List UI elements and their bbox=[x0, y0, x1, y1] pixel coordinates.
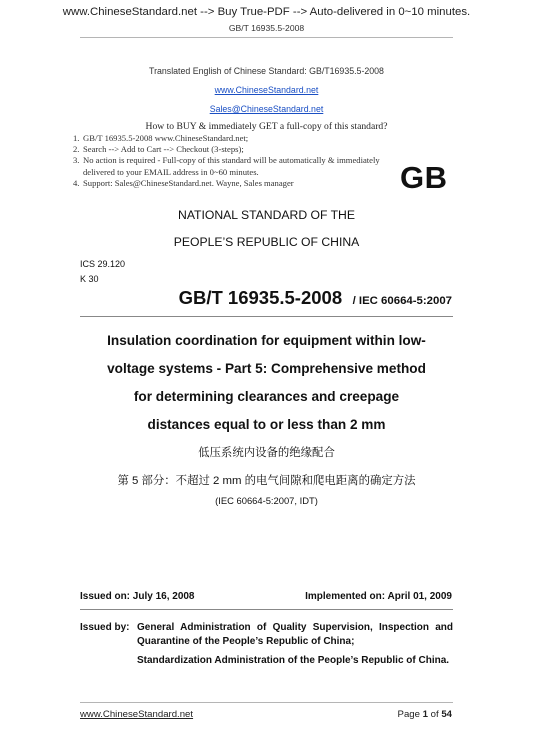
title-cn-2: 第 5 部分：不超过 2 mm 的电气间隙和爬电距离的确定方法 bbox=[117, 475, 416, 487]
issued-date: Issued on: July 16, 2008 bbox=[80, 591, 195, 602]
ics-code: ICS 29.120 bbox=[80, 259, 126, 269]
standard-number-row bbox=[179, 287, 452, 309]
header-doc-code: GB/T 16935.5-2008 bbox=[228, 23, 305, 33]
purchase-step bbox=[73, 144, 403, 155]
number-divider bbox=[80, 316, 453, 317]
step-number: 4. bbox=[73, 177, 80, 188]
header-banner: www.ChineseStandard.net --> Buy True-PDF --> Auto-delivered in 0~10 minutes. bbox=[62, 6, 471, 18]
implemented-date: Implemented on: April 01, 2009 bbox=[305, 591, 452, 602]
page-label: Page bbox=[397, 709, 420, 720]
idt-reference: (IEC 60664-5:2007, IDT) bbox=[215, 495, 318, 506]
title-en-line-3: for determining clearances and creepage bbox=[133, 389, 400, 404]
purchase-step bbox=[73, 178, 403, 189]
purchase-steps bbox=[73, 133, 403, 189]
page-number: 1 bbox=[422, 709, 428, 720]
issuing-org-1: General Administration of Quality Supervision, Inspection and Quarantine of the People’s Republic of China; bbox=[137, 622, 453, 647]
page-of: of bbox=[430, 709, 439, 720]
dates-divider bbox=[80, 609, 453, 610]
step-number: 1. bbox=[73, 133, 80, 143]
standard-number: GB/T 16935.5-2008 bbox=[178, 287, 343, 308]
step-text: No action is required - Full-copy of this standard will be automatically & immediately delivered to your EMAIL address in 0~60 minutes. bbox=[83, 155, 380, 177]
step-text: GB/T 16935.5-2008 www.ChineseStandard.net; bbox=[83, 133, 249, 143]
title-en-line-1: Insulation coordination for equipment within low- bbox=[107, 333, 426, 348]
iec-reference: / IEC 60664-5:2007 bbox=[352, 295, 452, 307]
email-link[interactable]: Sales@ChineseStandard.net bbox=[209, 104, 324, 114]
step-text: Support: Sales@ChineseStandard.net. Wayne, Sales manager bbox=[83, 177, 294, 188]
purchase-step bbox=[73, 133, 403, 144]
title-cn-1: 低压系统内设备的绝缘配合 bbox=[198, 447, 335, 459]
title-en-line-4: distances equal to or less than 2 mm bbox=[147, 417, 386, 432]
step-text: Search --> Add to Cart --> Checkout (3-steps); bbox=[83, 144, 244, 155]
national-line-2: PEOPLE’S REPUBLIC OF CHINA bbox=[173, 235, 360, 249]
translation-title: Translated English of Chinese Standard: GB/T16935.5-2008 bbox=[149, 66, 384, 76]
step-number: 2. bbox=[73, 144, 80, 155]
gb-mark: GB bbox=[400, 160, 448, 195]
step-number: 3. bbox=[73, 155, 80, 166]
issuing-org-2: Standardization Administration of the People’s Republic of China. bbox=[137, 655, 450, 666]
footer-website-wrap bbox=[80, 709, 193, 720]
footer-divider bbox=[80, 702, 453, 703]
footer-website-link[interactable]: www.ChineseStandard.net bbox=[80, 709, 194, 720]
k-code: K 30 bbox=[80, 274, 99, 284]
purchase-heading: How to BUY & immediately GET a full-copy of this standard? bbox=[145, 121, 388, 132]
page-total: 54 bbox=[441, 709, 452, 720]
website-link[interactable]: www.ChineseStandard.net bbox=[214, 85, 319, 95]
page-indicator bbox=[398, 709, 452, 720]
issued-by-label: Issued by: bbox=[80, 622, 130, 633]
website-link-wrap bbox=[0, 85, 533, 95]
email-link-wrap bbox=[0, 104, 533, 114]
title-en-line-2: voltage systems - Part 5: Comprehensive method bbox=[107, 361, 426, 376]
header-divider bbox=[80, 37, 453, 38]
purchase-step bbox=[73, 155, 403, 177]
national-line-1: NATIONAL STANDARD OF THE bbox=[178, 208, 355, 222]
